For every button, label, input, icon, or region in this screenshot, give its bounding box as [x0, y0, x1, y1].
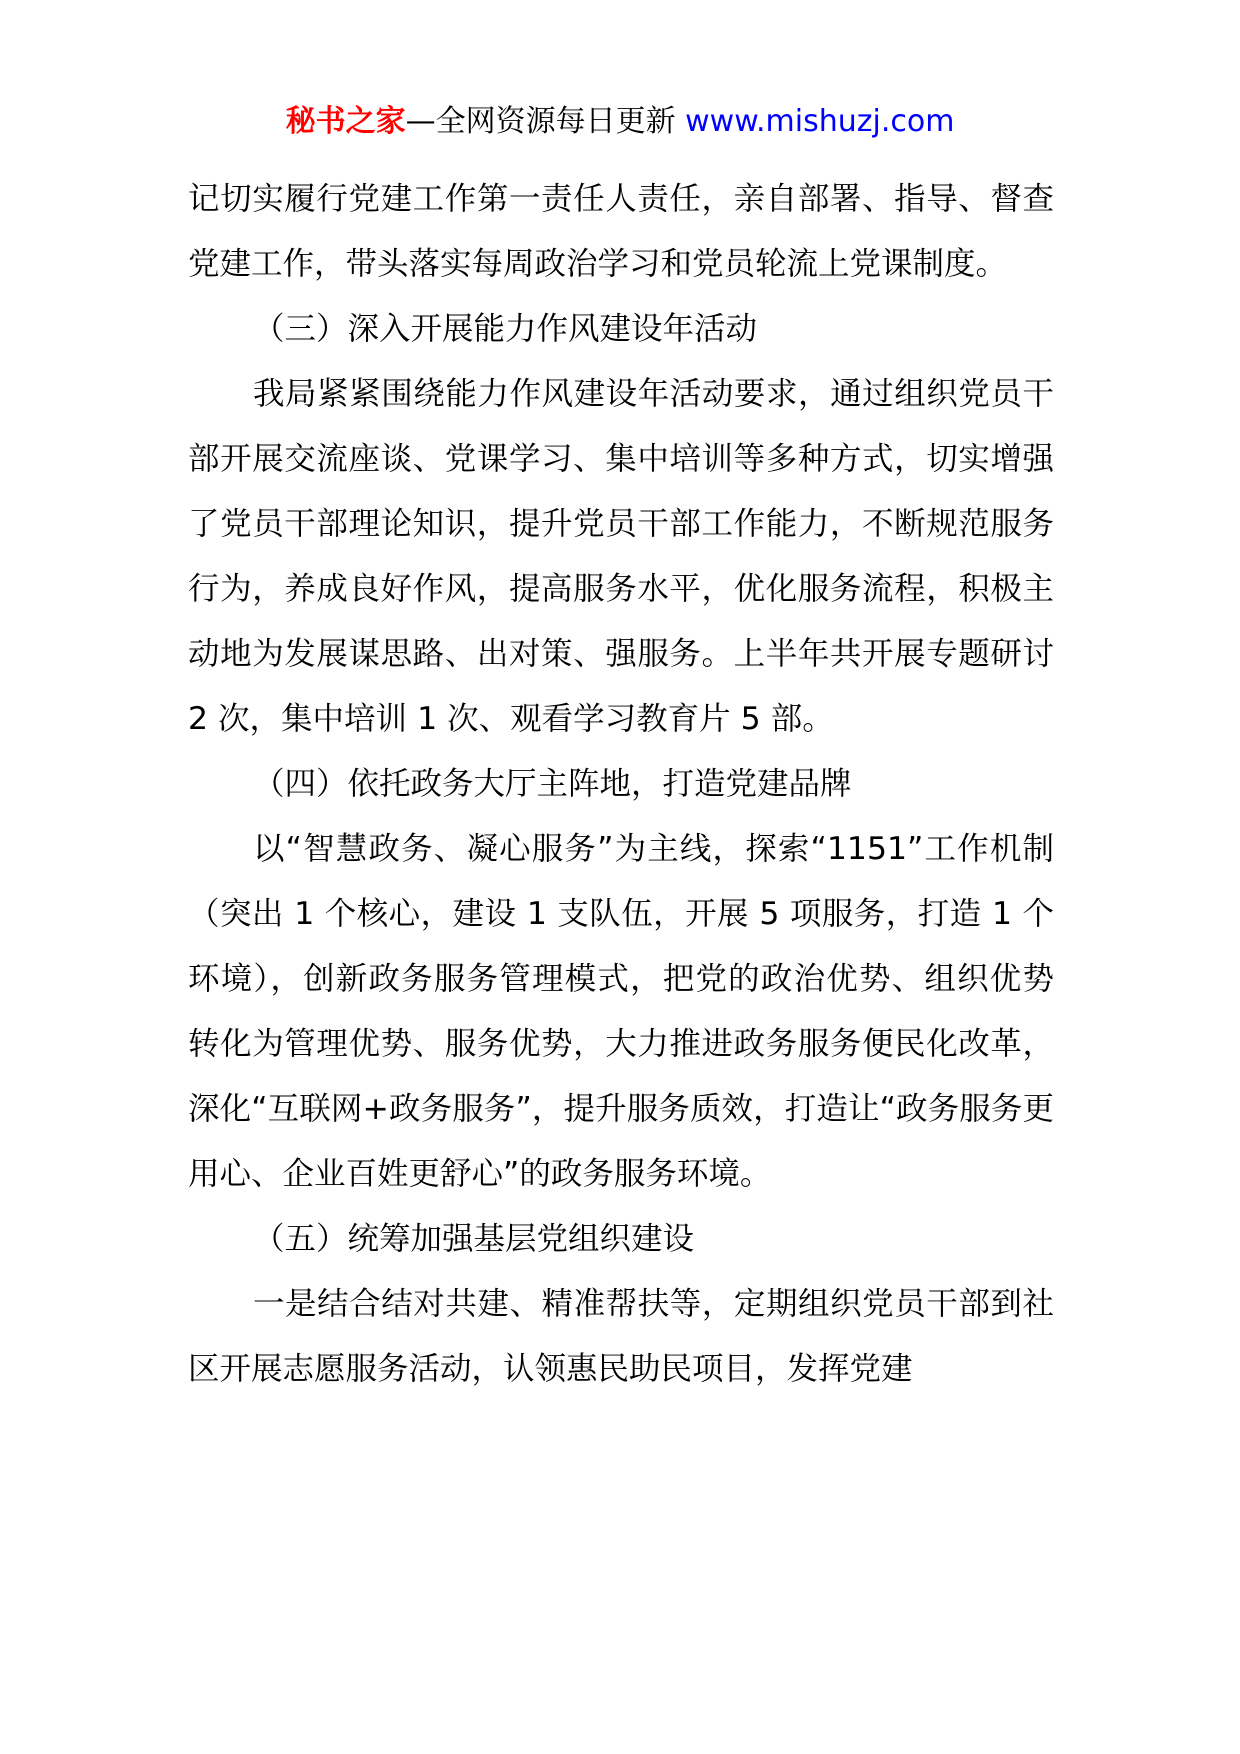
- section-heading-3: （三）深入开展能力作风建设年活动: [253, 311, 758, 347]
- section-heading-4: （四）依托政务大厅主阵地，打造党建品牌: [253, 766, 852, 802]
- document-body: [188, 167, 1054, 1402]
- paragraph-continued: 记切实履行党建工作第一责任人责任，亲自部署、指导、督查党建工作，带头落实每周政治学习和党员轮流上党课制度。: [188, 181, 1054, 282]
- site-tagline: —全网资源每日更新: [405, 104, 676, 139]
- paragraph-ability-style: 我局紧紧围绕能力作风建设年活动要求，通过组织党员干部开展交流座谈、党课学习、集中培训等多种方式，切实增强了党员干部理论知识，提升党员干部工作能力，不断规范服务行为，养成良好作风，提高服务水平，优化服务流程，积极主动地为发展谋思路、出对策、强服务。上半年共开展专题研讨 2 次，集中培训 1 次、观看学习教育片 5 部。: [188, 376, 1054, 737]
- paragraph-grassroots: 一是结合结对共建、精准帮扶等，定期组织党员干部到社区开展志愿服务活动，认领惠民助民项目，发挥党建: [188, 1286, 1054, 1387]
- site-brand: 秘书之家: [285, 104, 406, 139]
- site-header: [0, 100, 1240, 144]
- site-url[interactable]: www.mishuzj.com: [685, 104, 955, 139]
- paragraph-gov-service-hall: 以“智慧政务、凝心服务”为主线，探索“1151”工作机制（突出 1 个核心，建设 1 支队伍，开展 5 项服务，打造 1 个环境），创新政务服务管理模式，把党的政治优势、组织优势转化为管理优势、服务优势，大力推进政务服务便民化改革，深化“互联网+政务服务”，提升服务质效，打造让“政务服务更用心、企业百姓更舒心”的政务服务环境。: [188, 831, 1054, 1192]
- section-heading-5: （五）统筹加强基层党组织建设: [253, 1221, 695, 1257]
